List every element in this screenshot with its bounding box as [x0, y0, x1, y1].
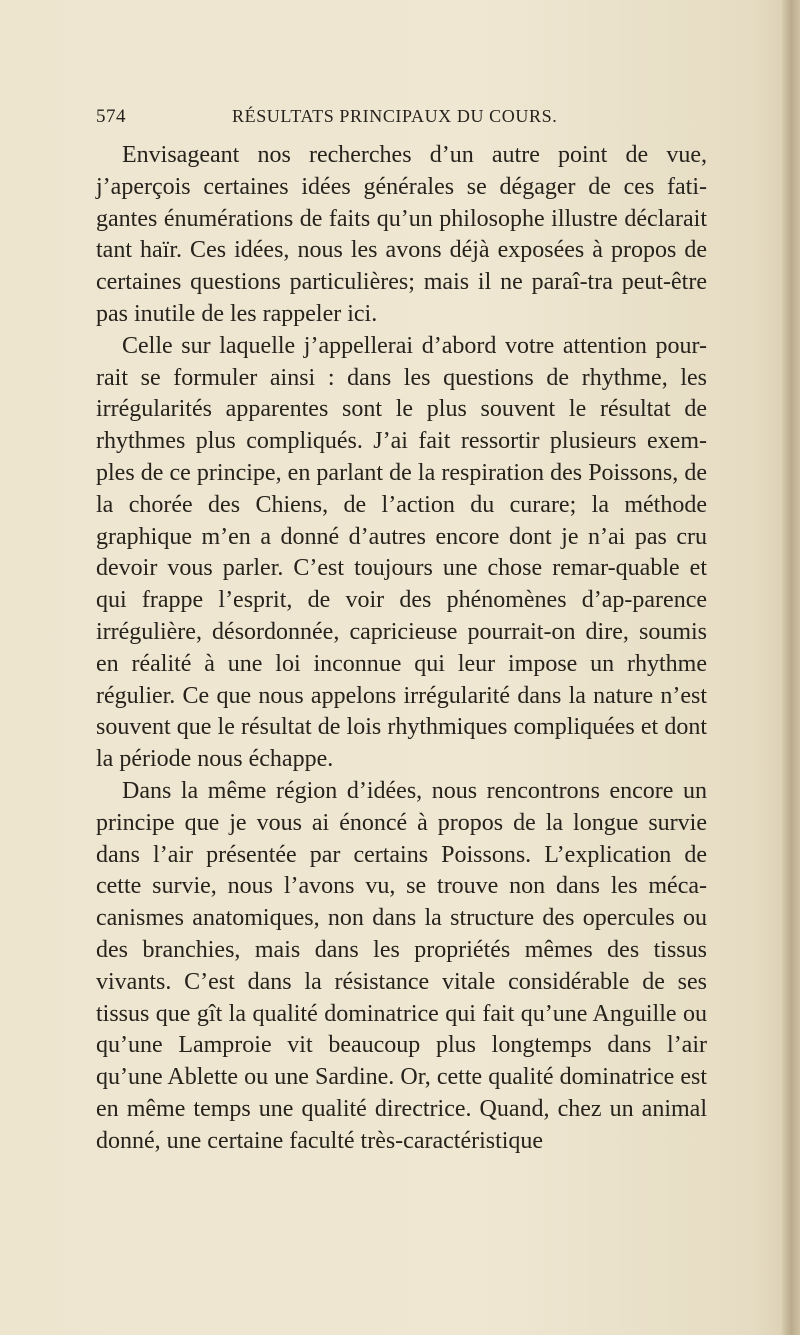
body-text [96, 140, 707, 1158]
page-header [96, 106, 596, 136]
paragraph: Celle sur laquelle j’appellerai d’abord votre attention pour-rait se formuler ainsi : dans les questions de rhythme, les irrégularités apparentes sont le plus souvent le résultat de rhythmes plus compliqués. J’ai fait ressortir plusieurs exem-ples de ce principe, en parlant de la respiration des Poissons, de la chorée des Chiens, de l’action du curare; la méthode graphique m’en a donné d’autres encore dont je n’ai pas cru devoir vous parler. C’est toujours une chose remar-quable et qui frappe l’esprit, de voir des phénomènes d’ap-parence irrégulière, désordonnée, capricieuse pourrait-on dire, soumis en réalité à une loi inconnue qui leur impose un rhythme régulier. Ce que nous appelons irrégularité dans la nature n’est souvent que le résultat de lois rhythmiques compliquées et dont la période nous échappe. [96, 332, 707, 773]
running-head: RÉSULTATS PRINCIPAUX DU COURS. [232, 106, 558, 126]
paragraph: Dans la même région d’idées, nous rencontrons encore un principe que je vous ai énoncé à propos de la longue survie dans l’air présentée par certains Poissons. L’explication de cette survie, nous l’avons vu, se trouve non dans les méca-canismes anatomiques, non dans la structure des opercules ou des branchies, mais dans les propriétés mêmes des tissus vivants. C’est dans la résistance vitale considérable de ses tissus que gît la qualité dominatrice qui fait qu’une Anguille ou qu’une Lamproie vit beaucoup plus longtemps dans l’air qu’une Ablette ou une Sardine. Or, cette qualité dominatrice est en même temps une qualité directrice. Quand, chez un animal donné, une certaine faculté très-caractéristique [96, 777, 707, 1154]
page-edge [782, 0, 800, 1335]
page-number: 574 [96, 106, 126, 127]
paragraph: Envisageant nos recherches d’un autre point de vue, j’aperçois certaines idées générales se dégager de ces fati-gantes énumérations de faits qu’un philosophe illustre déclarait tant haïr. Ces idées, nous les avons déjà exposées à propos de certaines questions particulières; mais il ne paraî-tra peut-être pas inutile de les rappeler ici. [96, 142, 707, 327]
